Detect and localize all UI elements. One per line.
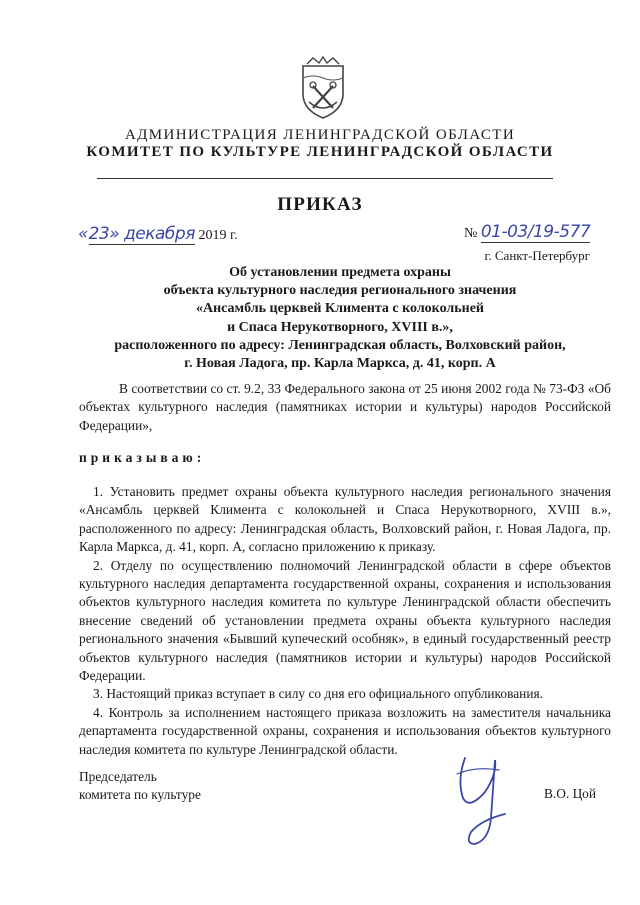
order-item: 1. Установить предмет охраны объекта культурного наследия регионального значения «Ансамбль церквей Климента с колокольней и Спаса Нерукотворного, XVIII в.», расположенного по адресу: Ленинградская область, Волховский район, г. Новая Ладога, пр. Карла Маркса, д. 41, корп. А, согласно приложению к приказу. — [79, 484, 611, 555]
title-line: расположенного по адресу: Ленинградская область, Волховский район, — [114, 337, 566, 353]
date-handwritten: 23» декабря — [88, 224, 195, 244]
document-type: ПРИКАЗ — [277, 194, 363, 215]
order-word: приказываю: — [79, 450, 206, 465]
title-line: Об установлении предмета охраны — [229, 265, 451, 280]
order-item: 2. Отделу по осуществлению полномочий Ленинградской области в сфере объектов культурного наследия департамента государственной охраны, сохранения и использования объектов культурного наследия комитета по культуре Ленинградской области обеспечить внесение сведений об установлении предмета охраны объекта культурного наследия регионального значения «Бывший купеческий особняк», в единый государственный реестр объектов культурного наследия (памятников истории и культуры) народов Российской Федерации. — [79, 557, 611, 684]
signer-position — [79, 768, 201, 805]
preamble-text: В соответствии со ст. 9.2, 33 Федерального закона от 25 июня 2002 года № 73-ФЗ «Об объектах культурного наследия (памятниках истории и культуры) народов Российской Федерации», — [79, 381, 611, 433]
coat-of-arms-icon — [299, 56, 347, 120]
handwritten-signature — [435, 740, 525, 850]
header-divider — [97, 178, 553, 179]
signer-name: В.О. Цой — [544, 786, 596, 801]
preamble-paragraph — [79, 380, 611, 435]
order-item: 4. Контроль за исполнением настоящего приказа возложить на заместителя начальника департамента государственной охраны, сохранения и использования объектов культурного наследия комитета по культуре Ленинградской области. — [79, 704, 611, 757]
document-city: г. Санкт-Петербург — [484, 248, 590, 263]
title-line: объекта культурного наследия регионального значения — [163, 283, 517, 299]
committee-name: КОМИТЕТ ПО КУЛЬТУРЕ ЛЕНИНГРАДСКОЙ ОБЛАСТИ — [86, 144, 554, 160]
organization-name: АДМИНИСТРАЦИЯ ЛЕНИНГРАДСКОЙ ОБЛАСТИ — [124, 127, 516, 143]
order-item: 3. Настоящий приказ вступает в силу со дня его официального опубликования. — [93, 686, 543, 702]
number-handwritten: 01-03/19-577 — [480, 222, 591, 242]
date-prefix: « — [78, 224, 89, 244]
order-items — [79, 483, 611, 759]
document-number — [464, 222, 590, 242]
signer-position-line: Председатель — [79, 769, 157, 784]
title-line: и Спаса Нерукотворного, XVIII в.», — [227, 319, 453, 335]
date-year: 2019 г. — [194, 228, 238, 243]
number-prefix: № — [464, 226, 481, 241]
document-title — [60, 264, 620, 373]
document-date — [78, 224, 238, 244]
title-line: г. Новая Ладога, пр. Карла Маркса, д. 41, корп. А — [184, 356, 496, 372]
title-line: «Ансамбль церквей Климента с колокольней — [196, 301, 484, 317]
signer-position-line: комитета по культуре — [79, 787, 201, 803]
